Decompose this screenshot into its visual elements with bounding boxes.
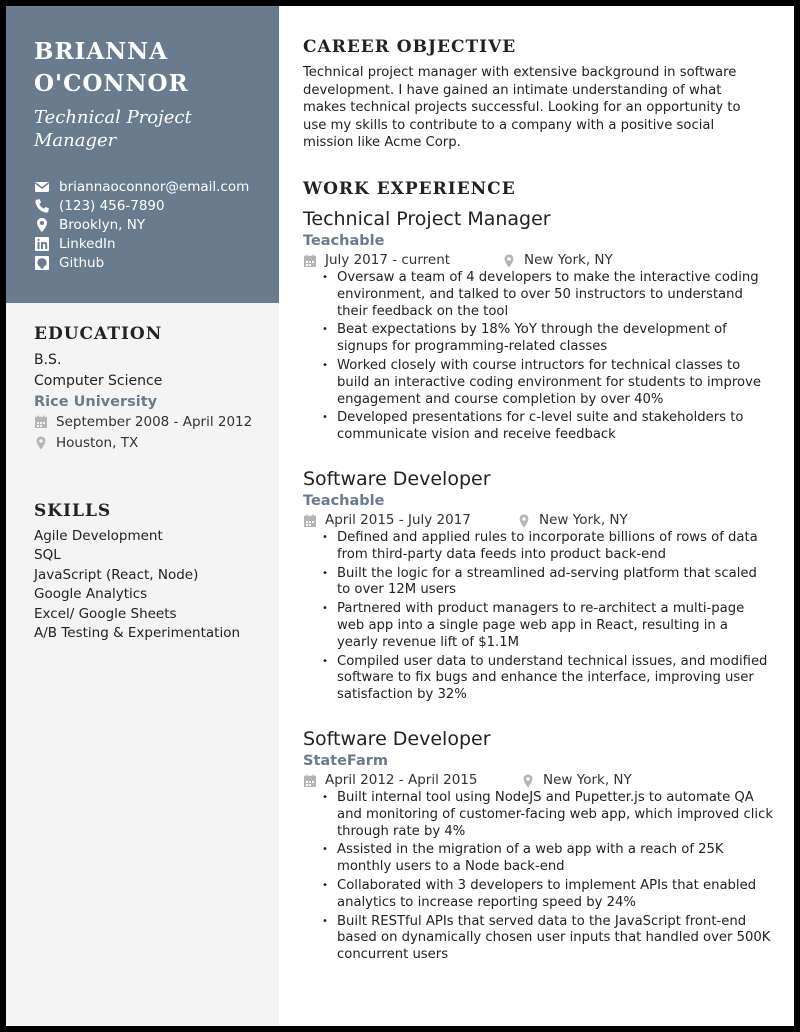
experience-heading: WORK EXPERIENCE [303,179,516,199]
education-heading: EDUCATION [34,324,163,344]
contact-github-text: Github [59,255,105,271]
bullet-item: • Beat expectations by 18% YoY through the development of signups for programming-related classes [321,322,773,356]
job-location: New York, NY [543,772,632,788]
job-location: New York, NY [524,252,613,268]
contact-phone[interactable] [34,197,259,215]
job-entry [303,207,773,446]
education-dates: September 2008 - April 2012 [56,414,253,430]
phone-icon [34,198,50,214]
job-entry [303,727,773,966]
skills-heading: SKILLS [34,501,112,521]
job-company: StateFarm [303,753,389,769]
github-icon [34,255,50,271]
sidebar [6,6,279,1026]
job-title: Technical Project Manager [303,208,551,230]
calendar-icon [303,254,317,268]
bullet-item: • Assisted in the migration of a web app with a reach of 25K monthly users to a Node back-end [321,842,773,876]
bullet-item: • Compiled user data to understand technical issues, and modified software to fix bugs and enhance the interface, improving user satisfaction by 32% [321,654,773,704]
objective-text: Technical project manager with extensive background in software development. I have gained an intimate understanding of what makes technical projects successful. Looking for an opportunity to use my skills to contribute to a company with a positive social mission like Acme Corp. [303,65,741,150]
contact-email[interactable] [34,178,259,196]
education-degree: B.S. [34,352,62,368]
skill-item: A/B Testing & Experimentation [34,625,241,642]
location-icon [521,774,535,788]
job-dates: April 2015 - July 2017 [325,512,471,528]
job-entry [303,467,773,706]
calendar-icon [303,514,317,528]
bullet-item: • Built internal tool using NodeJS and Pupetter.js to automate QA and monitoring of customer-facing web app, which improved click through rate by 4% [321,790,773,840]
candidate-name: BRIANNA O'CONNOR [34,38,189,97]
contact-github[interactable] [34,254,259,272]
skill-item: Agile Development [34,528,163,544]
skill-item: Google Analytics [34,586,148,603]
education-school: Rice University [34,394,158,410]
bullet-item: • Partnered with product managers to re-architect a multi-page web app into a single page web app in React, resulting in a yearly revenue lift of $1.1M [321,601,773,651]
bullet-item: • Oversaw a team of 4 developers to make the interactive coding environment, and talked to over 50 instructors to understand their feedback on the tool [321,270,773,320]
bullet-item: • Built RESTful APIs that served data to the JavaScript front-end based on dynamically chosen user inputs that handled over 500K concurrent users [321,914,773,964]
linkedin-icon [34,236,50,252]
candidate-title: Technical Project Manager [34,107,192,151]
education-location: Houston, TX [56,435,139,451]
calendar-icon [34,415,48,429]
objective-heading: CAREER OBJECTIVE [303,37,517,57]
job-meta [303,251,773,269]
resume-page [6,6,794,1026]
email-icon [34,179,50,195]
bullet-item: • Defined and applied rules to incorporate billions of rows of data from third-party data feeds into product back-end [321,530,773,564]
contact-location [34,216,259,234]
contact-list [34,178,259,272]
education-section [34,324,264,452]
job-bullets [321,790,773,964]
location-icon [517,514,531,528]
skill-item: Excel/ Google Sheets [34,605,177,622]
job-bullets [321,270,773,444]
job-bullets [321,530,773,704]
bullet-item: • Collaborated with 3 developers to implement APIs that enabled analytics to increase reporting speed by 24% [321,878,773,912]
calendar-icon [303,774,317,788]
job-location: New York, NY [539,512,628,528]
job-meta [303,771,773,789]
contact-location-text: Brooklyn, NY [59,217,146,233]
contact-linkedin-text: LinkedIn [59,236,116,252]
skill-item: JavaScript (React, Node) [34,566,199,583]
skills-section [34,501,264,643]
contact-email-text: briannaoconnor@email.com [59,179,250,195]
education-location-row [34,435,264,452]
location-icon [502,254,516,268]
location-icon [34,436,48,450]
job-company: Teachable [303,493,385,509]
bullet-item: • Worked closely with course intructors for technical classes to build an interactive coding environment for students to improve engagement and course completion by over 40% [321,358,773,408]
bullet-item: • Built the logic for a streamlined ad-serving platform that scaled to over 12M users [321,566,773,600]
bullet-item: • Developed presentations for c-level suite and stakeholders to communicate vision and receive feedback [321,410,773,444]
contact-phone-text: (123) 456-7890 [59,198,165,214]
job-title: Software Developer [303,728,491,750]
job-company: Teachable [303,233,385,249]
job-meta [303,511,773,529]
contact-linkedin[interactable] [34,235,259,253]
education-dates-row [34,414,264,431]
job-dates: July 2017 - current [325,252,451,268]
skills-list [34,527,264,643]
skill-item: SQL [34,547,61,564]
location-icon [34,217,50,233]
job-dates: April 2012 - April 2015 [325,772,478,788]
job-title: Software Developer [303,468,491,490]
profile-header [6,6,279,303]
education-field: Computer Science [34,373,163,389]
